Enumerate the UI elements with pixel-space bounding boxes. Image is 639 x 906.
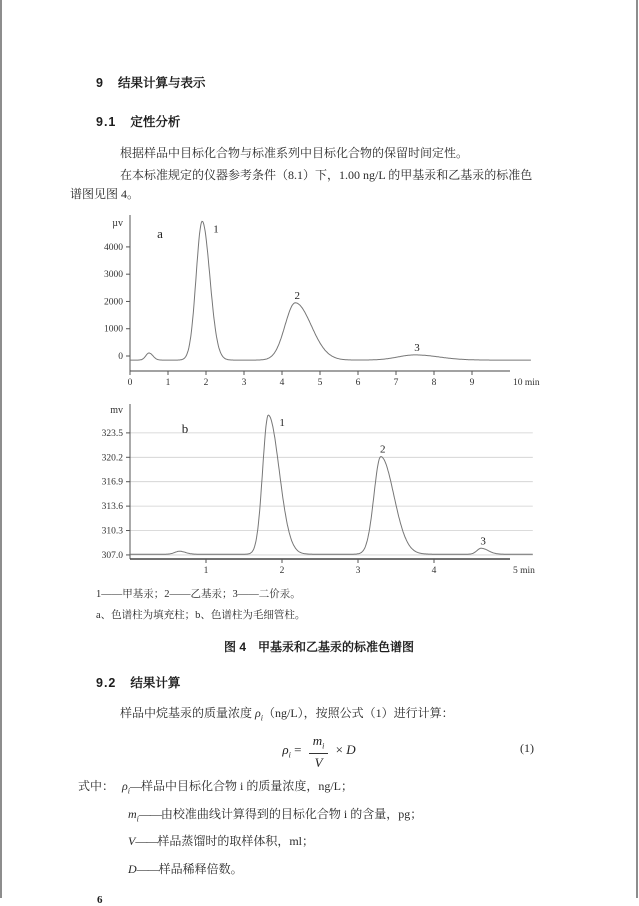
svg-text:3: 3 <box>414 341 420 354</box>
svg-text:323.5: 323.5 <box>101 428 123 439</box>
eq-factor: D <box>346 742 356 758</box>
svg-text:b: b <box>181 421 189 436</box>
svg-text:310.3: 310.3 <box>101 526 123 537</box>
calc-intro-post: （ng/L），按照公式（1）进行计算： <box>263 706 454 720</box>
where-row-m: $m_i——$由校准曲线计算得到的目标化合物 i 的含量，pg； <box>128 806 423 824</box>
svg-text:4: 4 <box>279 378 285 388</box>
calc-intro-pre: 样品中烷基汞的质量浓度 <box>120 706 256 720</box>
svg-text:µv: µv <box>112 218 123 229</box>
figure-4-caption: 图 4 甲基汞和乙基汞的标准色谱图 <box>223 640 414 654</box>
svg-text:1000: 1000 <box>104 324 123 335</box>
where-row-d: D——样品稀释倍数。 <box>128 861 243 876</box>
svg-text:307.0: 307.0 <box>101 550 123 561</box>
svg-text:0: 0 <box>127 378 133 388</box>
svg-text:0: 0 <box>118 352 123 362</box>
eq-times: × <box>335 742 343 758</box>
svg-text:8: 8 <box>431 378 437 388</box>
eq-fraction <box>309 733 329 769</box>
svg-text:3: 3 <box>241 378 247 388</box>
svg-text:4000: 4000 <box>104 242 123 253</box>
figure-legend-columns: a、色谱柱为填充柱；b、色谱柱为毛细管柱。 <box>96 610 306 621</box>
where-sym-m: $m_i$ <box>128 806 139 824</box>
where-row-rho: 式中： $\rho_i—$样品中目标化合物 i 的质量浓度，ng/L； <box>78 775 542 802</box>
where-text-d: 样品稀释倍数。 <box>158 861 243 876</box>
where-sym-d: D <box>128 861 137 876</box>
svg-text:1: 1 <box>165 378 171 388</box>
where-text-v: 样品蒸馏时的取样体积，ml； <box>157 834 315 849</box>
svg-text:3: 3 <box>355 566 361 576</box>
section-9-1-number: 9.1 <box>96 115 117 129</box>
svg-text:313.6: 313.6 <box>101 502 123 513</box>
page-left-edge-line <box>0 0 2 898</box>
chromatogram-a <box>96 210 561 388</box>
svg-text:a: a <box>157 226 163 241</box>
where-sym-v: V <box>128 834 136 849</box>
svg-text:3000: 3000 <box>104 270 123 281</box>
eq-numerator: $m_i$ <box>309 733 329 754</box>
section-9-2-number: 9.2 <box>96 676 117 690</box>
eq-equals: = <box>294 742 302 758</box>
equation-1-row <box>96 731 542 769</box>
svg-text:3: 3 <box>480 535 486 548</box>
figure-legend-peaks: 1——甲基汞；2——乙基汞；3——二价汞。 <box>96 589 301 600</box>
svg-text:2: 2 <box>380 443 386 456</box>
paragraph-reference-conditions: 在本标准规定的仪器参考条件（8.1）下，1.00 ng/L 的甲基汞和乙基汞的标准色谱图见图 4。 <box>70 168 533 201</box>
where-text-m: 由校准曲线计算得到的目标化合物 i 的含量，pg； <box>160 806 423 821</box>
section-9-heading <box>96 76 542 90</box>
svg-text:mv: mv <box>110 405 123 416</box>
where-clause <box>78 775 542 885</box>
eq-denominator: V <box>314 754 323 770</box>
where-prefix: 式中： <box>78 779 115 794</box>
svg-text:2: 2 <box>203 378 209 388</box>
paragraph-calculation-intro <box>96 704 542 727</box>
chromatogram-b <box>96 401 561 576</box>
svg-text:5: 5 <box>317 378 323 388</box>
section-9-number: 9 <box>96 76 104 90</box>
svg-text:2: 2 <box>279 566 285 576</box>
svg-text:316.9: 316.9 <box>101 477 123 488</box>
equation-number: (1) <box>520 741 534 756</box>
where-text-rho: 样品中目标化合物 i 的质量浓度，ng/L； <box>141 779 353 794</box>
svg-text:7: 7 <box>393 378 399 388</box>
page-right-edge-line <box>636 0 638 898</box>
page-content <box>70 76 542 906</box>
eq-lhs: $\rho_i$ <box>282 742 291 760</box>
svg-text:1: 1 <box>213 223 219 236</box>
svg-text:2000: 2000 <box>104 297 123 308</box>
where-sym-rho: $\rho_i$ <box>122 779 130 796</box>
rho-symbol-inline: $\rho_i$ <box>255 706 264 723</box>
svg-text:9: 9 <box>469 378 475 388</box>
svg-text:1: 1 <box>203 566 209 576</box>
section-9-title: 结果计算与表示 <box>117 76 206 90</box>
svg-text:5 min: 5 min <box>513 566 535 576</box>
paragraph-qualitative: 根据样品中目标化合物与标准系列中目标化合物的保留时间定性。 <box>120 146 469 160</box>
section-9-2-title: 结果计算 <box>130 676 181 690</box>
svg-text:10 min: 10 min <box>513 378 540 388</box>
section-9-1-heading <box>96 115 542 129</box>
equation-1 <box>96 733 542 769</box>
svg-text:4: 4 <box>431 566 437 576</box>
page-number: 6 <box>97 893 103 906</box>
where-row-v: V——样品蒸馏时的取样体积，ml； <box>128 834 315 849</box>
svg-text:2: 2 <box>294 289 301 302</box>
svg-text:6: 6 <box>355 378 361 388</box>
svg-text:320.2: 320.2 <box>101 453 123 464</box>
section-9-2-heading <box>96 676 542 690</box>
section-9-1-title: 定性分析 <box>130 115 181 129</box>
svg-text:1: 1 <box>279 417 285 430</box>
